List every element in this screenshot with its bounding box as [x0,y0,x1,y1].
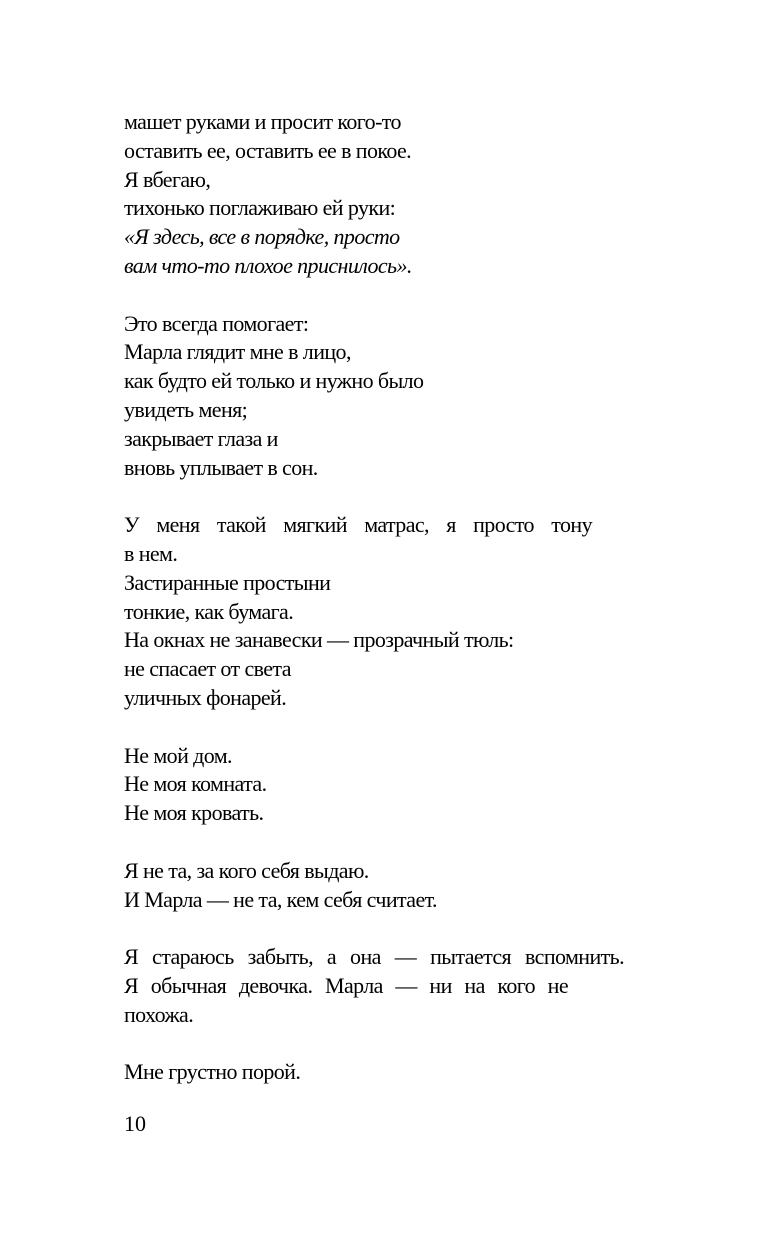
text-line: Я не та, за кого себя выдаю. [124,857,369,883]
text-line: Это всегда помогает: [124,310,309,336]
text-line: закрывает глаза и [124,425,278,451]
text-line: Не моя кровать. [124,800,264,826]
text-line: похожа. [124,1001,194,1027]
text-line: как будто ей только и нужно было [124,368,424,394]
text-line: увидеть меня; [124,396,248,422]
stanza-3 [124,511,644,713]
stanza-2 [124,310,644,483]
text-line: тихонько поглаживаю ей руки: [124,195,396,221]
stanza-4 [124,742,644,828]
stanza-1 [124,108,644,281]
text-line: тонкие, как бумага. [124,598,294,624]
justified-text-line: У меня такой мягкий матрас, я просто тону [124,512,592,538]
justified-text-line: Я стараюсь забыть, а она — пытается вспомнить. [124,944,624,970]
italic-quote-line: «Я здесь, все в порядке, просто [124,224,400,250]
poem-text [124,108,644,1116]
text-line: машет руками и просит кого-то [124,109,401,134]
text-line: Я вбегаю, [124,166,211,192]
text-line: На окнах не занавески — прозрачный тюль: [124,627,514,653]
stanza-6 [124,943,644,1029]
text-line: Не моя комната. [124,771,267,797]
text-line: И Марла — не та, кем себя считает. [124,886,437,912]
text-line: Марла глядит мне в лицо, [124,339,351,365]
stanza-7 [124,1058,644,1087]
text-line: Мне грустно порой. [124,1059,301,1085]
text-line: уличных фонарей. [124,684,287,710]
text-line: Застиранные простыни [124,569,331,595]
text-line: в нем. [124,540,178,566]
stanza-5 [124,857,644,915]
text-line: оставить ее, оставить ее в покое. [124,137,412,163]
text-line: вновь уплывает в сон. [124,454,318,480]
text-line: не спасает от света [124,656,291,682]
text-line: Не мой дом. [124,742,232,768]
page-number: 10 [124,1111,146,1136]
italic-quote-line: вам что-то плохое приснилось». [124,252,412,278]
justified-text-line: Я обычная девочка. Марла — ни на кого не [124,972,568,998]
